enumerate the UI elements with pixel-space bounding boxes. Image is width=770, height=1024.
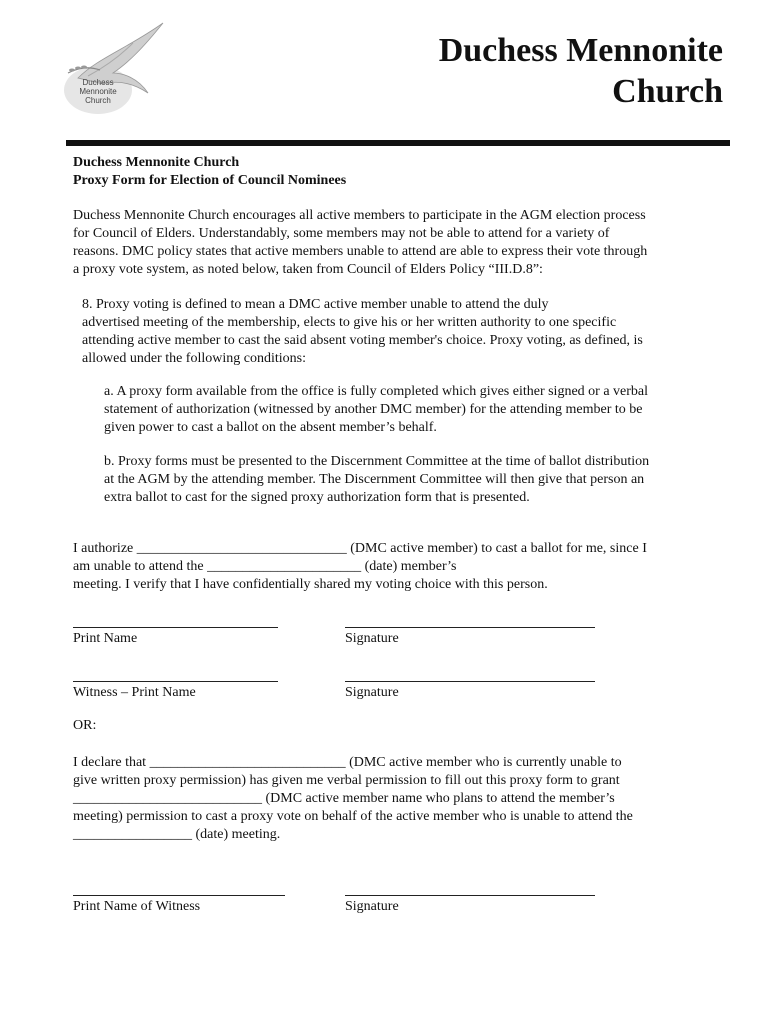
church-logo <box>58 18 168 118</box>
witness-signature-line[interactable] <box>345 681 595 682</box>
logo-text: Duchess Mennonite Church <box>79 78 117 105</box>
witness-signature-label: Signature <box>345 685 399 700</box>
signature-line[interactable] <box>345 627 595 628</box>
header-divider <box>66 140 730 146</box>
signature-label: Signature <box>345 631 399 646</box>
policy-item-a: a. A proxy form available from the office is fully completed which gives either signed or a verbal statement of authorization (witnessed by another DMC member) for the attending member to be given power to cast a ballot on the absent member’s behalf. <box>104 384 649 435</box>
authorization-statement: I authorize ______________________________ (DMC active member) to cast a ballot for me, since I am unable to attend the ______________________ (date) member’s meeting. I verify that I have confidentially shared my voting choice with this person. <box>73 541 647 592</box>
document-heading: Duchess Mennonite Church Proxy Form for Election of Council Nominees <box>73 155 347 188</box>
witness-print-name-line[interactable] <box>73 681 278 682</box>
or-label: OR: <box>73 718 97 733</box>
policy-paragraph: 8. Proxy voting is defined to mean a DMC active member unable to attend the duly advertised meeting of the membership, elects to give his or her written authority to one specific attending active member to cast the said absent voting member's choice. Proxy voting, as defined, is allowed under the following conditions: <box>82 297 643 366</box>
declaration-statement: I declare that ____________________________ (DMC active member who is currently unable to give written proxy permission) has given me verbal permission to fill out this proxy form to grant ___________________________ (DMC active member name who plans to attend the member’s meeting) permission to cast a proxy vote on behalf of the active member who is unable to attend the _________________ (date) meeting. <box>73 755 633 842</box>
witness-name-label: Print Name of Witness <box>73 899 201 914</box>
final-signature-label: Signature <box>345 899 399 914</box>
witness-name-line[interactable] <box>73 895 285 896</box>
intro-paragraph: Duchess Mennonite Church encourages all active members to participate in the AGM election process for Council of Elders. Understandably, some members may not be able to attend for a variety of reasons. DMC policy states that active members unable to attend are able to express their vote through a proxy vote system, as noted below, taken from Council of Elders Policy “III.D.8”: <box>73 208 648 277</box>
final-signature-line[interactable] <box>345 895 595 896</box>
page-title: Duchess Mennonite Church <box>438 32 723 110</box>
print-name-line[interactable] <box>73 627 278 628</box>
print-name-label: Print Name <box>73 631 138 646</box>
witness-print-name-label: Witness – Print Name <box>73 685 196 700</box>
policy-item-b: b. Proxy forms must be presented to the Discernment Committee at the time of ballot distribution at the AGM by the attending member. The Discernment Committee will then give that person an extra ballot to cast for the signed proxy authorization form that is presented. <box>104 454 650 505</box>
